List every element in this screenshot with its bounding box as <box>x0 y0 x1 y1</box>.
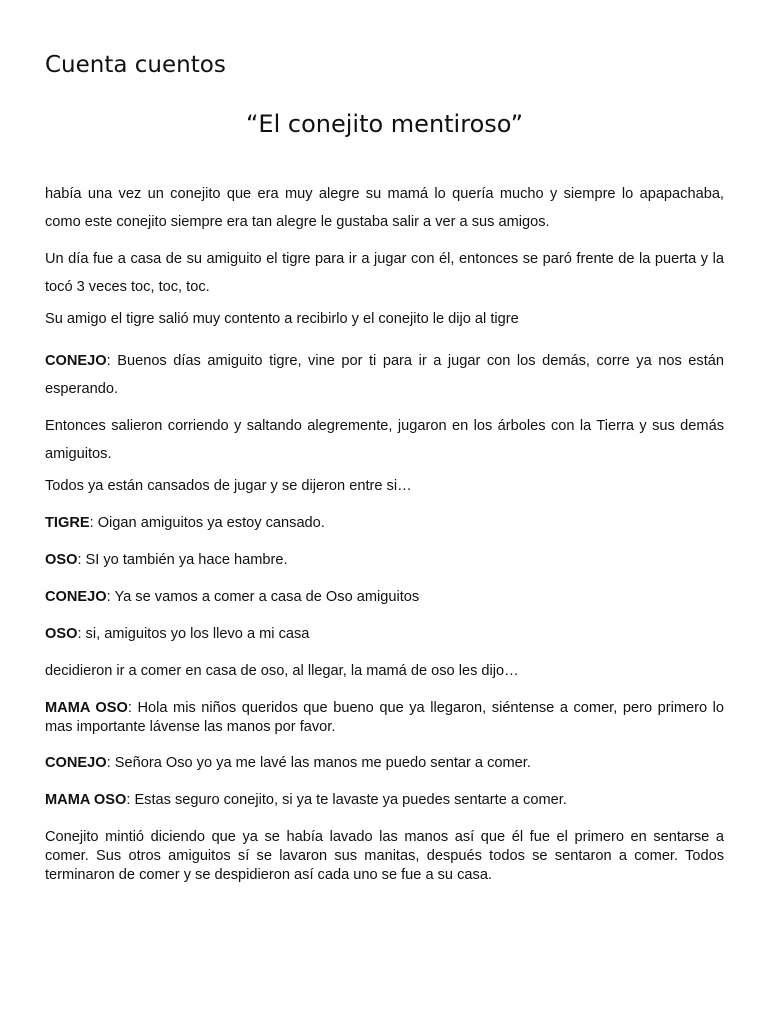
paragraph-text: Conejito mintió diciendo que ya se había lavado las manos así que él fue el primero en sentarse a comer. Sus otros amiguitos sí se lavaron sus manitas, después todos se sentaron a comer. Todos terminaron de comer y se despidieron así cada uno se fue a su casa. <box>45 829 724 883</box>
story-paragraph <box>45 347 724 403</box>
story-paragraph <box>45 180 724 236</box>
speaker-label: MAMA OSO <box>45 792 127 808</box>
story-paragraph <box>45 551 724 570</box>
speaker-label: CONEJO <box>45 353 107 369</box>
story-paragraph <box>45 514 724 533</box>
paragraph-text: : SI yo también ya hace hambre. <box>77 552 288 568</box>
story-paragraph <box>45 412 724 468</box>
speaker-label: TIGRE <box>45 515 90 531</box>
paragraph-text: : Buenos días amiguito tigre, vine por ti para ir a jugar con los demás, corre ya nos están esperando. <box>45 353 724 397</box>
speaker-label: OSO <box>45 626 78 642</box>
speaker-label: CONEJO <box>45 755 107 771</box>
paragraph-text: : si, amiguitos yo los llevo a mi casa <box>77 626 310 642</box>
paragraph-text: decidieron ir a comer en casa de oso, al llegar, la mamá de oso les dijo… <box>45 663 519 679</box>
paragraph-text: : Estas seguro conejito, si ya te lavaste ya puedes sentarte a comer. <box>126 792 567 808</box>
story-paragraph <box>45 828 724 885</box>
story-paragraph <box>45 662 724 681</box>
paragraph-text: : Hola mis niños queridos que bueno que ya llegaron, siéntense a comer, pero primero lo mas importante lávense las manos por favor. <box>45 700 725 735</box>
story-title: “El conejito mentiroso” <box>245 110 524 138</box>
paragraph-text: Un día fue a casa de su amiguito el tigre para ir a jugar con él, entonces se paró frente de la puerta y la tocó 3 veces toc, toc, toc. <box>45 251 724 295</box>
paragraph-text: : Señora Oso yo ya me lavé las manos me puedo sentar a comer. <box>106 755 531 771</box>
document-heading: Cuenta cuentos <box>45 52 226 78</box>
story-paragraph <box>45 588 724 607</box>
story-body <box>45 180 724 902</box>
story-paragraph <box>45 477 724 496</box>
paragraph-text: Todos ya están cansados de jugar y se dijeron entre si… <box>45 478 412 494</box>
story-paragraph <box>45 699 724 737</box>
story-paragraph <box>45 754 724 773</box>
story-paragraph <box>45 625 724 644</box>
story-paragraph <box>45 310 724 329</box>
speaker-label: OSO <box>45 552 78 568</box>
story-paragraph <box>45 245 724 301</box>
speaker-label: MAMA OSO <box>45 700 128 716</box>
story-paragraph <box>45 791 724 810</box>
paragraph-text: : Oigan amiguitos ya estoy cansado. <box>89 515 325 531</box>
paragraph-text: : Ya se vamos a comer a casa de Oso amiguitos <box>106 589 420 605</box>
paragraph-text: había una vez un conejito que era muy alegre su mamá lo quería mucho y siempre lo apapachaba, como este conejito siempre era tan alegre le gustaba salir a ver a sus amigos. <box>45 186 724 230</box>
paragraph-text: Su amigo el tigre salió muy contento a recibirlo y el conejito le dijo al tigre <box>45 311 519 327</box>
paragraph-text: Entonces salieron corriendo y saltando alegremente, jugaron en los árboles con la Tierra y sus demás amiguitos. <box>45 418 724 462</box>
speaker-label: CONEJO <box>45 589 107 605</box>
